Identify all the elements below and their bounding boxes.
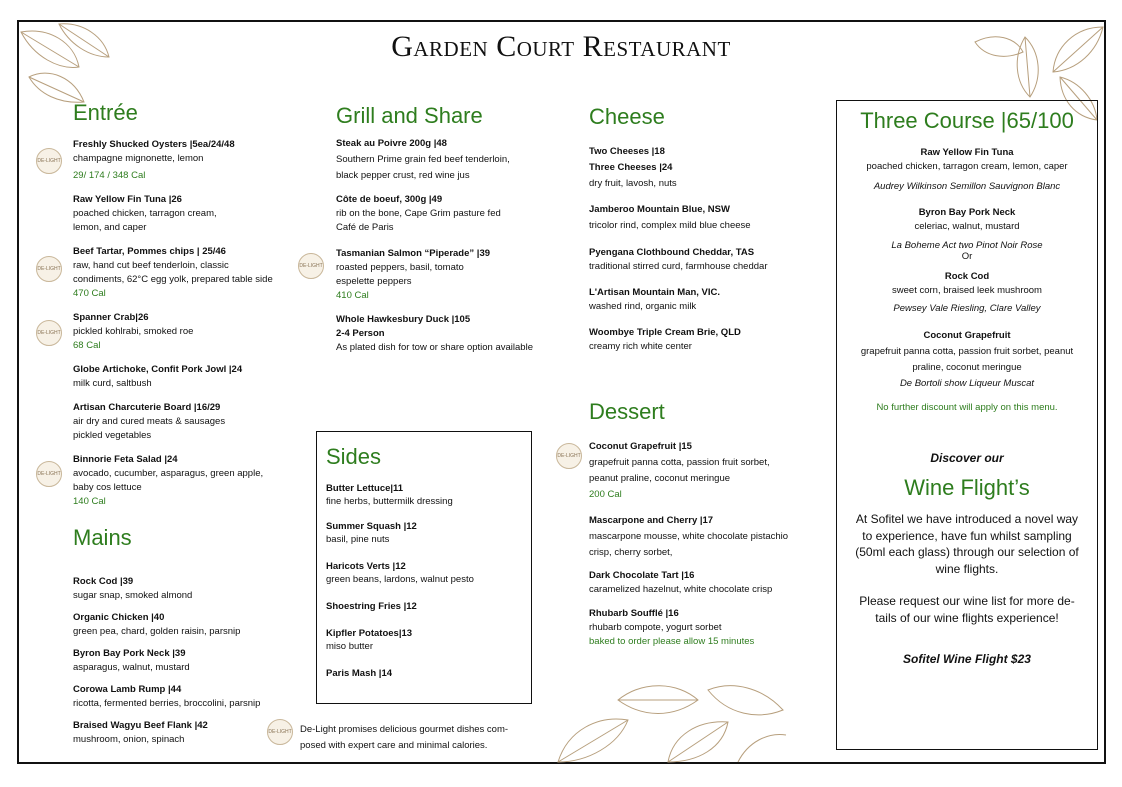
dessert-section [589, 399, 819, 659]
entree-heading: Entrée [73, 100, 138, 125]
delight-badge-icon: DE-LIGHT [267, 719, 293, 745]
mains-heading: Mains [73, 525, 132, 550]
menu-item: Tasmanian Salmon “Piperade” |39 roasted peppers, basil, tomato espelette peppers 410 Cal [336, 248, 491, 301]
menu-item: Byron Bay Pork Neck |39 asparagus, walnut, mustard [73, 648, 190, 673]
menu-item: Braised Wagyu Beef Flank |42 mushroom, onion, spinach [73, 720, 208, 745]
wine-flight-price: Sofitel Wine Flight $23 [903, 652, 1031, 666]
entree-section [73, 100, 313, 519]
course-item: Raw Yellow Fin Tuna poached chicken, tarragon cream, lemon, caper Audrey Wilkinson Semillon Sauvignon Blanc [866, 147, 1068, 192]
menu-item: Whole Hawkesbury Duck |105 2-4 Person As plated dish for tow or share option available [336, 314, 533, 353]
menu-item: Paris Mash |14 [326, 668, 393, 679]
menu-item: Rock Cod |39 sugar snap, smoked almond [73, 576, 193, 601]
menu-item: Dark Chocolate Tart |16 caramelized hazelnut, white chocolate crisp [589, 570, 773, 595]
menu-item: Globe Artichoke, Confit Pork Jowl |24 milk curd, saltbush [73, 364, 243, 389]
menu-item: Raw Yellow Fin Tuna |26 poached chicken, tarragon cream, lemon, and caper [73, 194, 217, 233]
delight-badge-icon: DE-LIGHT [298, 253, 324, 279]
menu-item: Two Cheeses |18 Three Cheeses |24 dry fruit, lavosh, nuts [589, 146, 677, 189]
page-title: Garden Court Restaurant [391, 30, 731, 63]
grill-heading: Grill and Share [336, 103, 483, 128]
grill-section [336, 103, 566, 365]
discover-label: Discover our [930, 451, 1004, 465]
cheese-heading: Cheese [589, 104, 665, 129]
menu-item: Spanner Crab|26 pickled kohlrabi, smoked roe 68 Cal [73, 312, 194, 351]
menu-item: Mascarpone and Cherry |17 mascarpone mousse, white chocolate pistachio crisp, cherry sorbet, [589, 515, 789, 558]
delight-badge-icon: DE-LIGHT [36, 256, 62, 282]
course-item: Byron Bay Pork Neck celeriac, walnut, mustard La Boheme Act two Pinot Noir Rose Or [891, 207, 1043, 262]
course-item: Coconut Grapefruit grapefruit panna cotta, passion fruit sorbet, peanut praline, coconut meringue De Bortoli show Liqueur Muscat [860, 330, 1074, 389]
menu-item: Freshly Shucked Oysters |5ea/24/48 champagne mignonette, lemon 29/ 174 / 348 Cal [73, 139, 235, 181]
wine-flight-description: At Sofitel we have introduced a novel way to experience, have fun whilst sampling (50ml each glass) through our selection of wine flights. [855, 512, 1079, 576]
menu-item: Beef Tartar, Pommes chips | 25/46 raw, hand cut beef tenderloin, classic condiments, 62°C egg yolk, prepared table side 470 Cal [73, 246, 273, 299]
menu-item: Haricots Verts |12 green beans, lardons, walnut pesto [326, 561, 474, 585]
delight-badge-icon: DE-LIGHT [556, 443, 582, 469]
wine-flight-heading: Wine Flight’s [904, 475, 1030, 500]
menu-item: Artisan Charcuterie Board |16/29 air dry and cured meats & sausages pickled vegetables [73, 402, 226, 441]
sides-heading: Sides [326, 444, 382, 469]
menu-item: Côte de boeuf, 300g |49 rib on the bone, Cape Grim pasture fed Café de Paris [336, 194, 501, 233]
mains-section [73, 525, 313, 747]
delight-note: De-Light promises delicious gourmet dishes com- posed with expert care and minimal calories. [300, 724, 509, 751]
delight-badge-icon: DE-LIGHT [36, 461, 62, 487]
course-item: Rock Cod sweet corn, braised leek mushroom Pewsey Vale Riesling, Clare Valley [892, 271, 1042, 314]
sides-section [326, 444, 526, 690]
menu-item: Corowa Lamb Rump |44 ricotta, fermented berries, broccolini, parsnip [73, 684, 261, 709]
menu-item: Organic Chicken |40 green pea, chard, golden raisin, parsnip [73, 612, 241, 637]
menu-item: Pyengana Clothbound Cheddar, TAS traditional stirred curd, farmhouse cheddar [589, 247, 768, 272]
delight-badge-icon: DE-LIGHT [36, 320, 62, 346]
dessert-heading: Dessert [589, 399, 665, 424]
menu-item: Kipfler Potatoes|13 miso butter [326, 628, 413, 652]
menu-item: Woombye Triple Cream Brie, QLD creamy rich white center [589, 327, 741, 352]
delight-badge-icon: DE-LIGHT [36, 148, 62, 174]
three-course-heading: Three Course |65/100 [860, 108, 1074, 133]
cheese-section [589, 104, 819, 364]
leaf-decoration-bottom-center-icon [548, 670, 788, 765]
menu-item: Rhubarb Soufflé |16 rhubarb compote, yogurt sorbet baked to order please allow 15 minutes [589, 608, 755, 647]
menu-item: Jamberoo Mountain Blue, NSW tricolor rind, complex mild blue cheese [589, 204, 751, 231]
wine-flight-request: Please request our wine list for more de- tails of our wine flights experience! [859, 594, 1075, 625]
menu-item: Steak au Poivre 200g |48 Southern Prime grain fed beef tenderloin, black pepper crust, red wine jus [336, 138, 510, 181]
menu-item: Coconut Grapefruit |15 grapefruit panna cotta, passion fruit sorbet, peanut praline, coconut meringue 200 Cal [589, 441, 770, 500]
menu-item: L'Artisan Mountain Man, VIC. washed rind, organic milk [589, 287, 721, 312]
menu-item: Summer Squash |12 basil, pine nuts [326, 521, 417, 545]
menu-item: Binnorie Feta Salad |24 avocado, cucumber, asparagus, green apple, baby cos lettuce 140 Cal [73, 454, 264, 507]
menu-item: Shoestring Fries |12 [326, 601, 417, 612]
menu-item: Butter Lettuce|11 fine herbs, buttermilk dressing [326, 483, 453, 507]
discount-note: No further discount will apply on this menu. [876, 402, 1058, 413]
three-course-section [838, 108, 1096, 666]
